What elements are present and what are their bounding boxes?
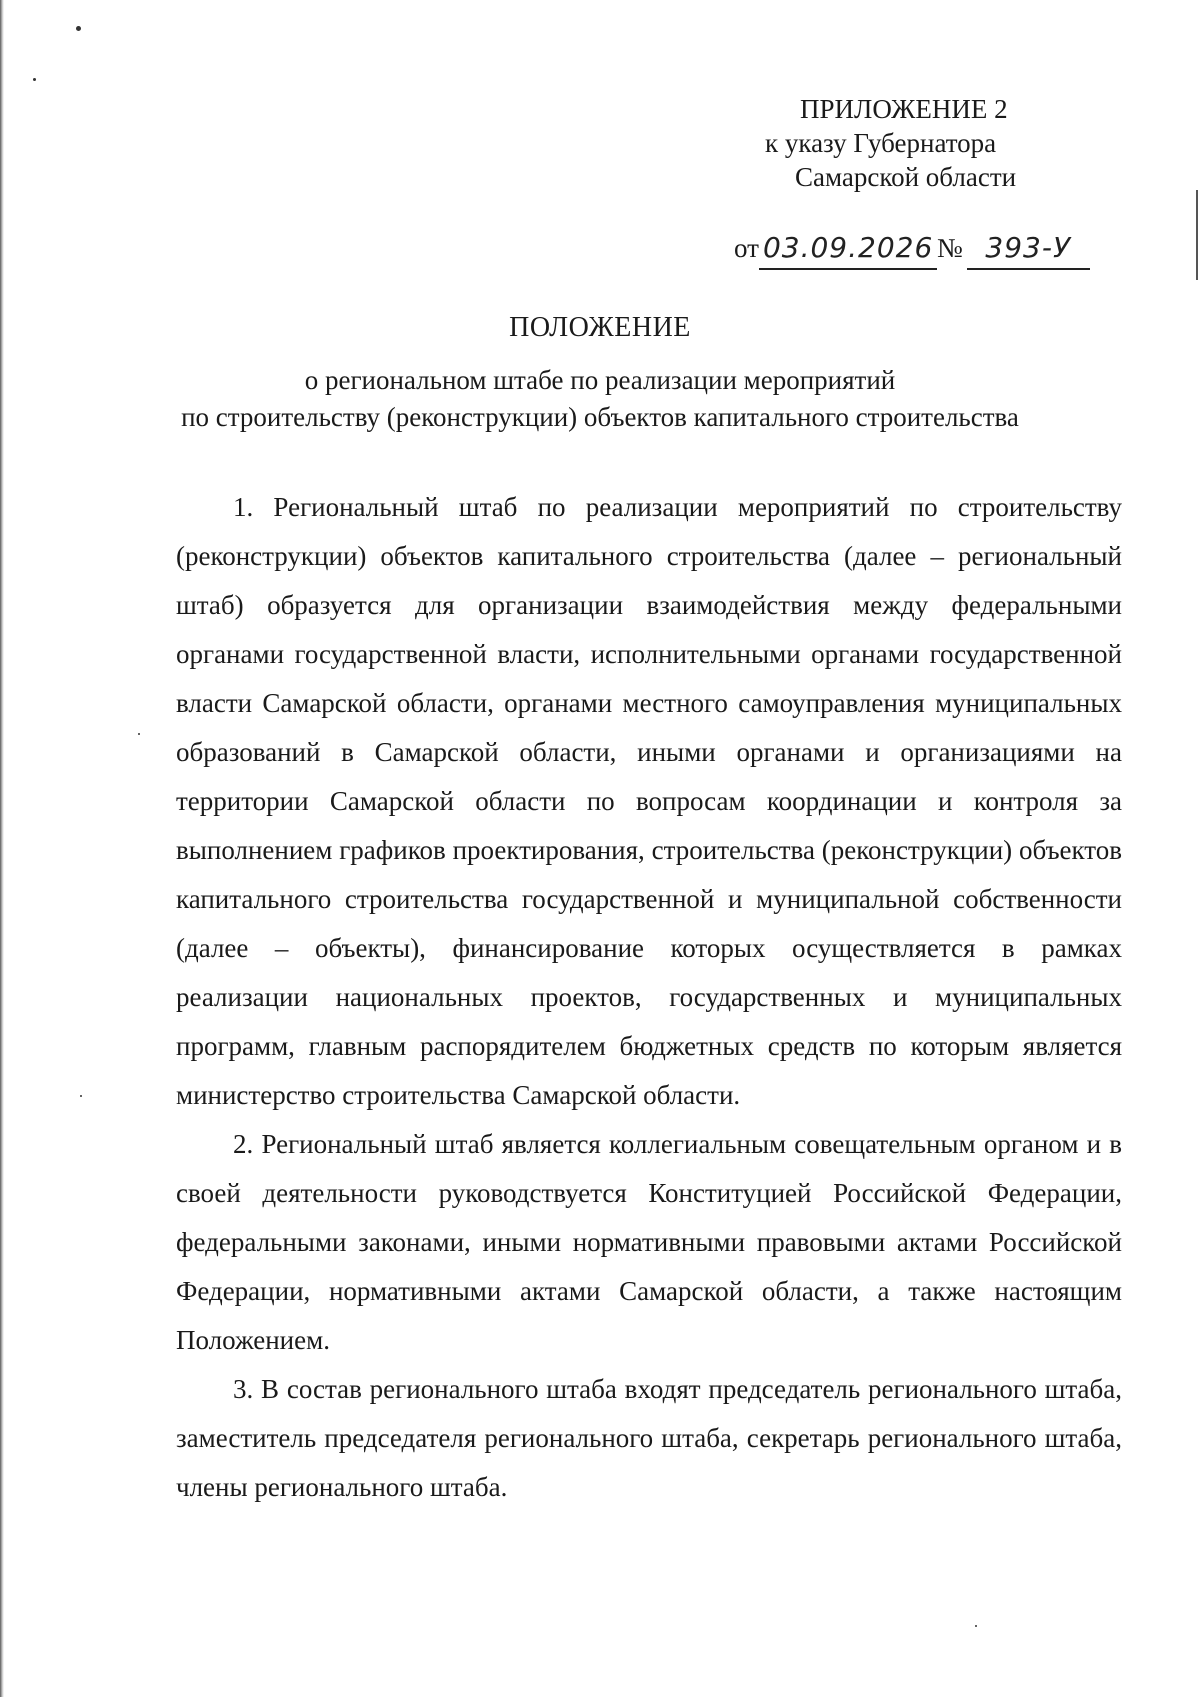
decree-date: 03.09.2026 [759, 228, 937, 270]
paragraph-1: 1. Региональный штаб по реализации мероприятий по строительству (реконструкции) объектов капитального строительства (далее – региональный штаб) образуется для организации взаимодействия между федеральными органами государственной власти, исполнительными органами государственной власти Самарской области, органами местного самоуправления муниципальных образований в Самарской области, иными органами и организациями на территории Самарской области по вопросам координации и контроля за выполнением графиков проектирования, строительства (реконструкции) объектов капитального строительства государственной и муниципальной собственности (далее – объекты), финансирование которых осуществляется в рамках реализации национальных проектов, государственных и муниципальных программ, главным распорядителем бюджетных средств по которым является министерство строительства Самарской области. [176, 492, 1122, 1110]
decree-number: 393-У [967, 228, 1090, 270]
paragraph-2: 2. Региональный штаб является коллегиальным совещательным органом и в своей деятельности руководствуется Конституцией Российской Федерации, федеральными законами, иными нормативными правовыми актами Российской Федерации, нормативными актами Самарской области, а также настоящим Положением. [176, 1129, 1122, 1355]
appendix-title: ПРИЛОЖЕНИЕ 2 [800, 94, 1008, 124]
scan-speck [80, 1095, 82, 1097]
paragraph-3: 3. В состав регионального штаба входят председатель регионального штаба, заместитель председателя регионального штаба, секретарь регионального штаба, члены регионального штаба. [176, 1374, 1122, 1502]
subtitle-line-2: по строительству (реконструкции) объектов капитального строительства [181, 402, 1019, 432]
decree-date-number [734, 228, 1090, 270]
document-body [176, 483, 1122, 1512]
document-title: ПОЛОЖЕНИЕ [509, 312, 691, 343]
scan-edge-left [0, 0, 4, 1697]
scan-speck [138, 733, 140, 735]
scan-speck [76, 26, 81, 31]
scan-speck [33, 78, 36, 81]
scan-speck [975, 1625, 977, 1627]
appendix-reference: к указу Губернатора [765, 128, 997, 158]
appendix-region: Самарской области [795, 162, 1017, 192]
number-prefix: № [936, 233, 963, 263]
appendix-block [740, 92, 1070, 194]
subtitle-line-1: о региональном штабе по реализации мероприятий [304, 365, 896, 395]
date-prefix: от [734, 233, 759, 263]
document-subtitle [100, 362, 1100, 436]
scan-edge-right [1196, 190, 1198, 280]
